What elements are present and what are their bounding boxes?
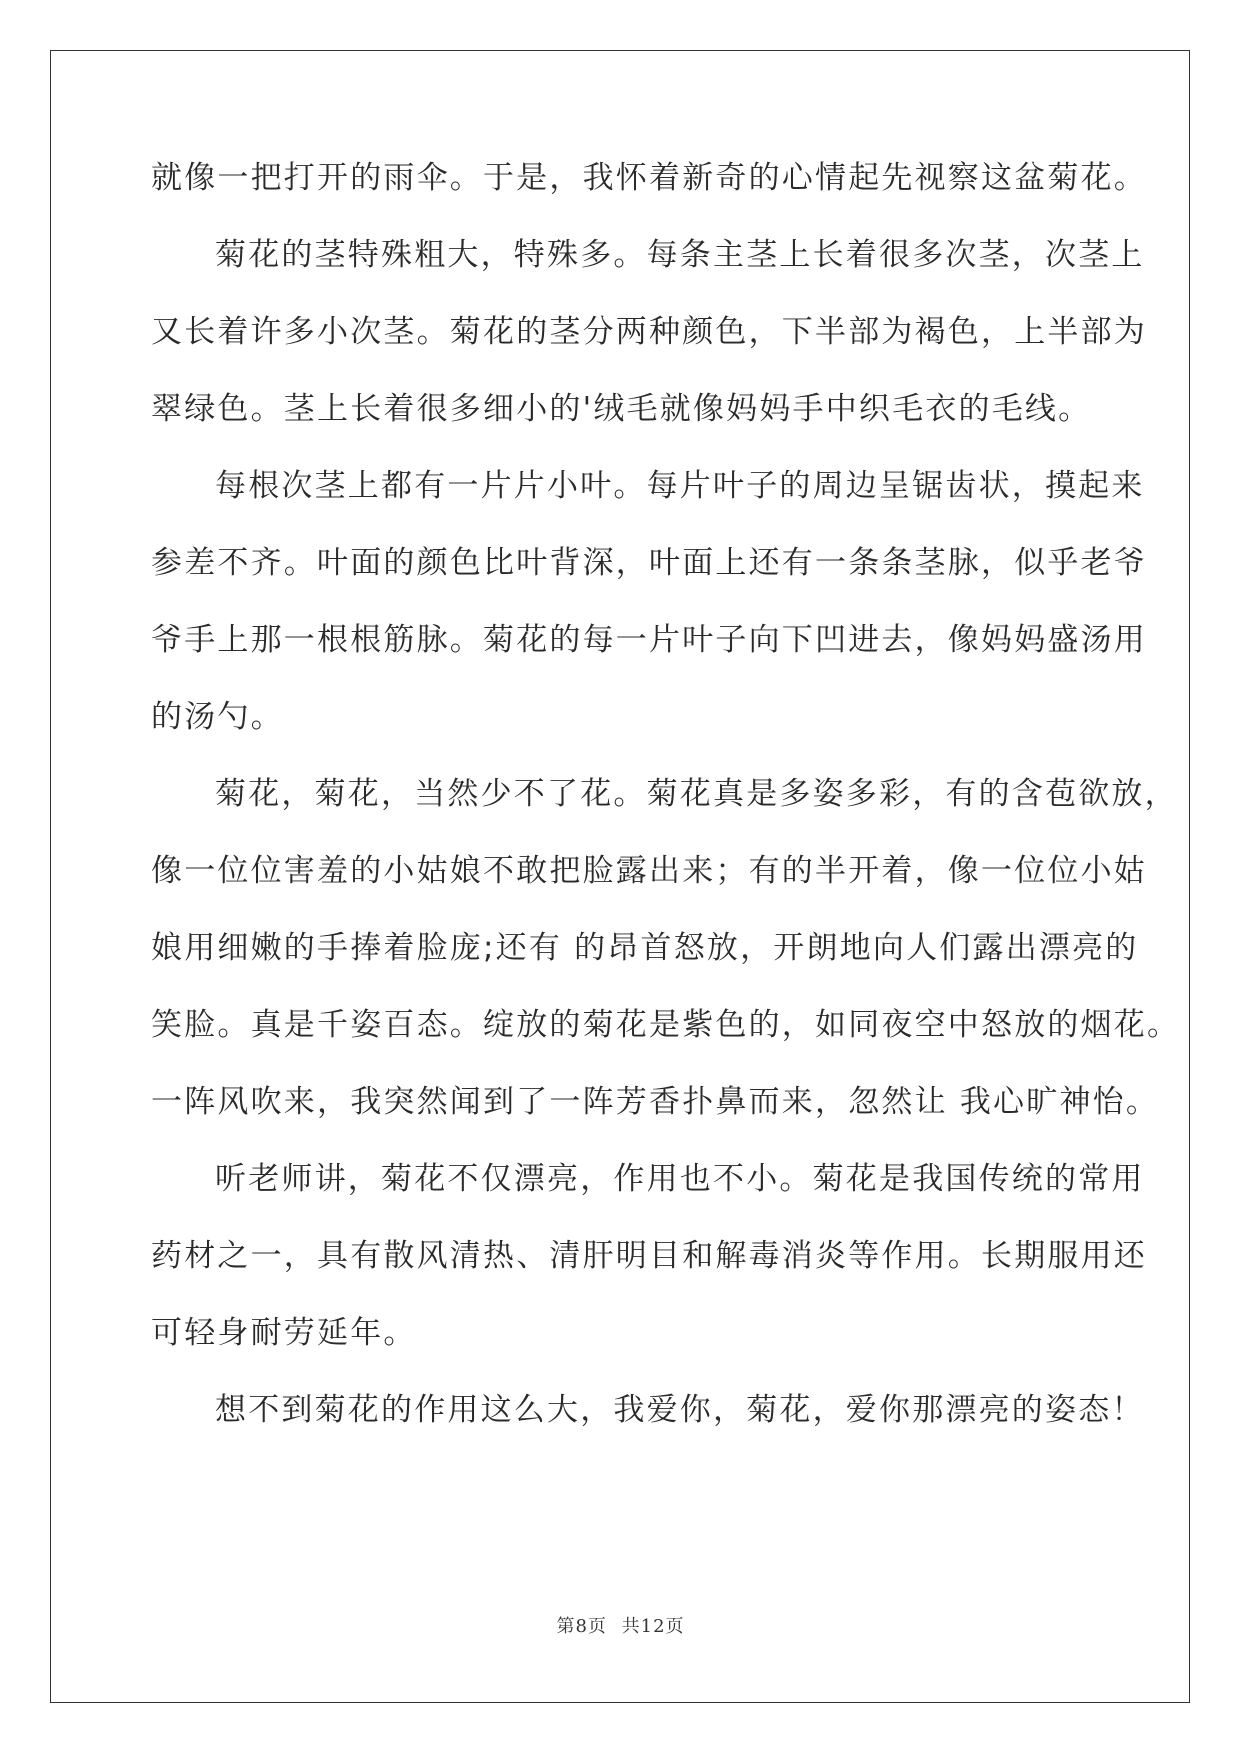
text-line: 又长着许多小次茎。菊花的茎分两种颜色，下半部为褐色，上半部为 [151,314,1147,350]
text-line: 就像一把打开的雨伞。于是，我怀着新奇的心情起先视察这盆菊花。 [151,160,1147,196]
text-line: 可轻身耐劳延年。 [151,1315,417,1351]
text-line: 的汤勺。 [151,699,284,735]
text-line: 娘用细嫩的手捧着脸庞;还有 的昂首怒放，开朗地向人们露出漂亮的 [151,930,1139,966]
paragraph-start-line: 菊花的茎特殊粗大，特殊多。每条主茎上长着很多次茎，次茎上 [215,237,1145,273]
paragraph-start-line: 菊花，菊花，当然少不了花。菊花真是多姿多彩，有的含苞欲放， [215,776,1178,812]
paragraph-start-line: 想不到菊花的作用这么大，我爱你，菊花，爱你那漂亮的姿态！ [215,1392,1145,1428]
text-line: 笑脸。真是千姿百态。绽放的菊花是紫色的，如同夜空中怒放的烟花。 [151,1007,1181,1043]
text-line: 像一位位害羞的小姑娘不敢把脸露出来；有的半开着，像一位位小姑 [151,853,1147,889]
text-line: 翠绿色。茎上长着很多细小的'绒毛就像妈妈手中织毛衣的毛线。 [151,391,1092,427]
page-footer [0,1612,1241,1638]
page-number: 第8页 [556,1616,607,1637]
paragraph-start-line: 每根次茎上都有一片片小叶。每片叶子的周边呈锯齿状，摸起来 [215,468,1145,504]
page-total: 共12页 [621,1616,685,1637]
paragraph-start-line: 听老师讲，菊花不仅漂亮，作用也不小。菊花是我国传统的常用 [215,1161,1145,1197]
text-line: 爷手上那一根根筋脉。菊花的每一片叶子向下凹进去，像妈妈盛汤用 [151,622,1147,658]
text-line: 一阵风吹来，我突然闻到了一阵芳香扑鼻而来，忽然让 我心旷神怡。 [151,1084,1160,1120]
text-line: 参差不齐。叶面的颜色比叶背深，叶面上还有一条条茎脉，似乎老爷 [151,545,1147,581]
text-line: 药材之一，具有散风清热、清肝明目和解毒消炎等作用。长期服用还 [151,1238,1147,1274]
